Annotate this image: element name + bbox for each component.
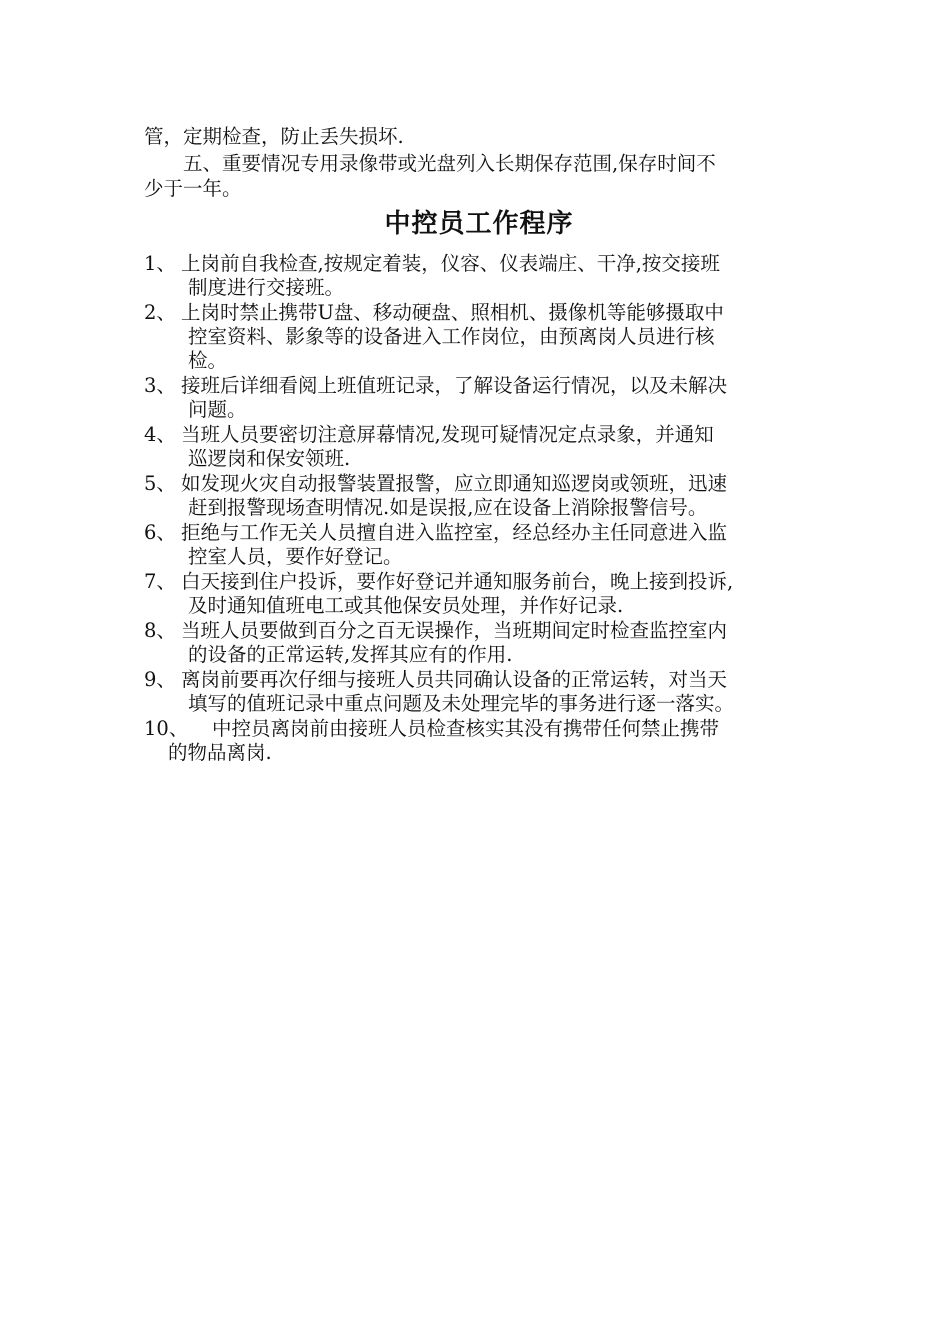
list-item-number: 1、: [144, 252, 176, 275]
list-item-line: 的设备的正常运转,发挥其应有的作用.: [188, 643, 513, 666]
intro-line-1: 管，定期检查，防止丢失损坏.: [144, 125, 404, 148]
list-item-line: 上岗前自我检查,按规定着装，仪容、仪表端庄、干净,按交接班: [181, 252, 720, 275]
list-item-number: 4、: [144, 423, 176, 446]
list-item: [144, 301, 824, 373]
list-item-line: 巡逻岗和保安领班.: [188, 447, 351, 470]
list-item-line: 白天接到住户投诉，要作好登记并通知服务前台，晚上接到投诉,: [181, 570, 734, 593]
list-item: [144, 717, 824, 765]
intro-line-2: 五、重要情况专用录像带或光盘列入长期保存范围,保存时间不: [144, 152, 716, 175]
list-item-line: 及时通知值班电工或其他保安员处理，并作好记录.: [188, 594, 624, 617]
list-item-line: 接班后详细看阅上班值班记录，了解设备运行情况，以及未解决: [181, 374, 728, 397]
list-item-number: 2、: [144, 301, 176, 324]
list-item-line: 中控员离岗前由接班人员检查核实其没有携带任何禁止携带: [212, 717, 720, 740]
list-item-line: 检。: [188, 349, 228, 372]
list-item-line: 赶到报警现场查明情况.如是误报,应在设备上消除报警信号。: [188, 496, 708, 519]
list-item: [144, 472, 824, 520]
list-item-number: 9、: [144, 668, 176, 691]
list-item: [144, 619, 824, 667]
intro-line-3: 少于一年。: [144, 177, 242, 200]
list-item-number: 5、: [144, 472, 176, 495]
list-item-line: 当班人员要做到百分之百无误操作，当班期间定时检查监控室内: [181, 619, 728, 642]
list-item-line: 当班人员要密切注意屏幕情况,发现可疑情况定点录象，并通知: [181, 423, 714, 446]
list-item-number: 3、: [144, 374, 176, 397]
list-item-line: 如发现火灾自动报警装置报警，应立即通知巡逻岗或领班，迅速: [181, 472, 728, 495]
list-item-line: 的物品离岗.: [168, 741, 272, 764]
list-item-line: 离岗前要再次仔细与接班人员共同确认设备的正常运转，对当天: [181, 668, 728, 691]
list-item-number: 6、: [144, 521, 176, 544]
list-item-line: 填写的值班记录中重点问题及未处理完毕的事务进行逐一落实。: [188, 692, 735, 715]
list-item: [144, 668, 824, 716]
list-item-number: 8、: [144, 619, 176, 642]
list-item-line: 制度进行交接班。: [188, 276, 345, 299]
list-item: [144, 374, 824, 422]
section-title: 中控员工作程序: [384, 209, 574, 239]
list-item-line: 拒绝与工作无关人员擅自进入监控室，经总经办主任同意进入监: [181, 521, 728, 544]
procedure-list: [144, 252, 824, 766]
list-item-number: 10、: [144, 717, 189, 740]
list-item: [144, 570, 824, 618]
list-item-line: 问题。: [188, 398, 247, 421]
list-item: [144, 423, 824, 471]
list-item-line: 控室人员，要作好登记。: [188, 545, 403, 568]
list-item: [144, 252, 824, 300]
list-item-number: 7、: [144, 570, 176, 593]
list-item: [144, 521, 824, 569]
list-item-line: 控室资料、影象等的设备进入工作岗位，由预离岗人员进行核: [188, 325, 715, 348]
list-item-line: 上岗时禁止携带U盘、移动硬盘、照相机、摄像机等能够摄取中: [181, 301, 724, 324]
